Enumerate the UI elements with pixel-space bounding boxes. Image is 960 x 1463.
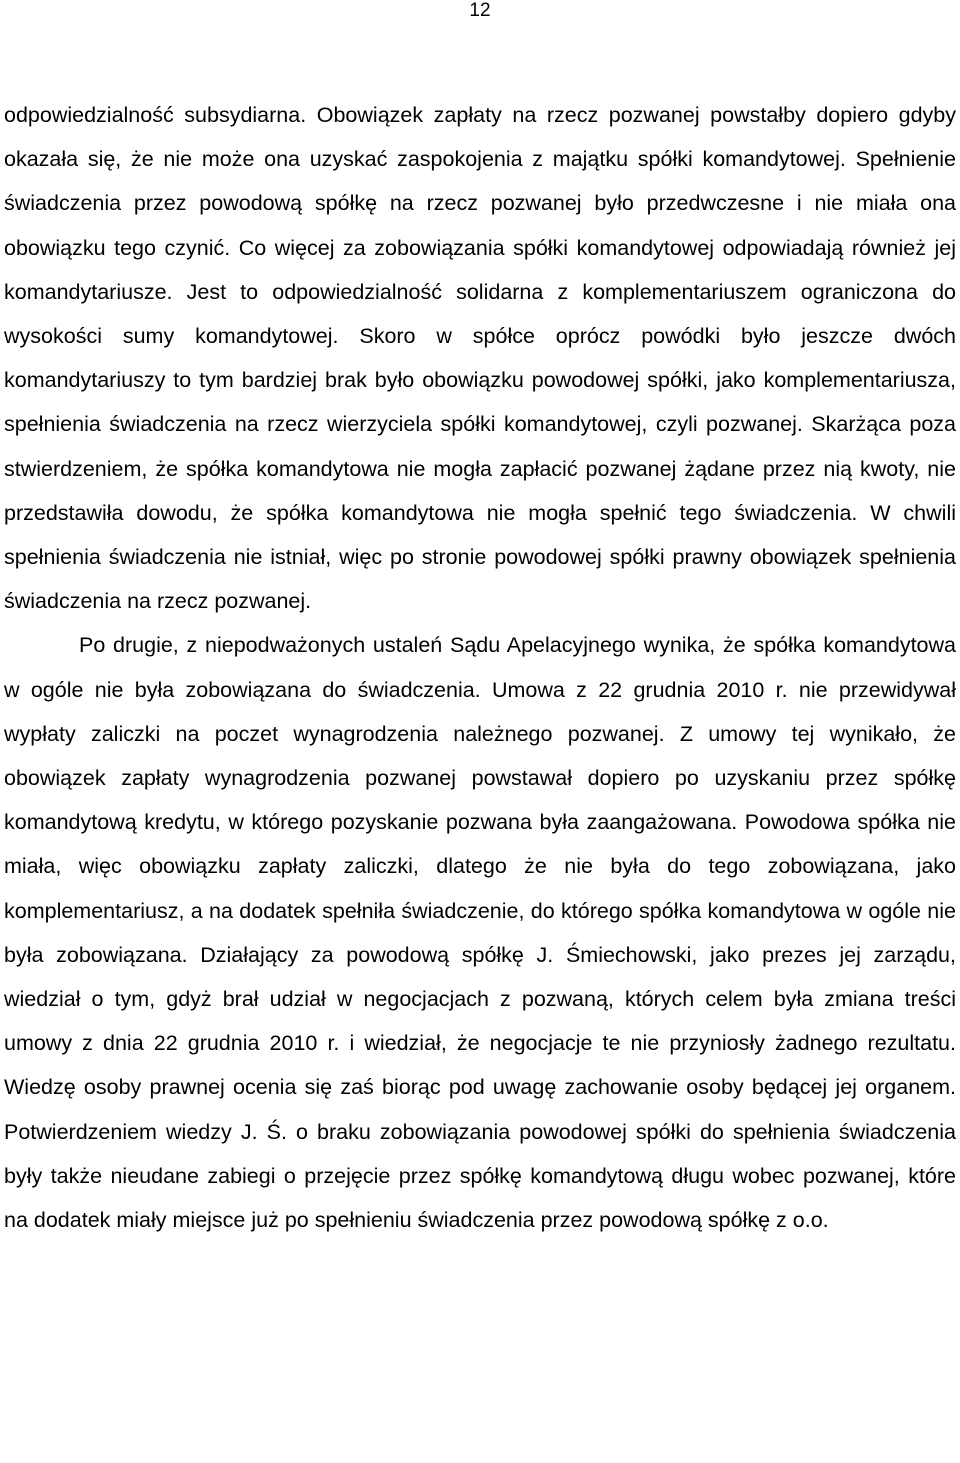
document-body [4, 93, 956, 1242]
paragraph: Po drugie, z niepodważonych ustaleń Sądu Apelacyjnego wynika, że spółka komandytowa w ogóle nie była zobowiązana do świadczenia. Umowa z 22 grudnia 2010 r. nie przewidywał wypłaty zaliczki na poczet wynagrodzenia należnego pozwanej. Z umowy tej wynikało, że obowiązek zapłaty wynagrodzenia pozwanej powstawał dopiero po uzyskaniu przez spółkę komandytową kredytu, w którego pozyskanie pozwana była zaangażowana. Powodowa spółka nie miała, więc obowiązku zapłaty zaliczki, dlatego że nie była do tego zobowiązana, jako komplementariusz, a na dodatek spełniła świadczenie, do którego spółka komandytowa w ogóle nie była zobowiązana. Działający za powodową spółkę J. Śmiechowski, jako prezes jej zarządu, wiedział o tym, gdyż brał udział w negocjacjach z pozwaną, których celem była zmiana treści umowy z dnia 22 grudnia 2010 r. i wiedział, że negocjacje te nie przyniosły żadnego rezultatu. Wiedzę osoby prawnej ocenia się zaś biorąc pod uwagę zachowanie osoby będącej jej organem. Potwierdzeniem wiedzy J. Ś. o braku zobowiązania powodowej spółki do spełnienia świadczenia były także nieudane zabiegi o przejęcie przez spółkę komandytową długu wobec pozwanej, które na dodatek miały miejsce już po spełnieniu świadczenia przez powodową spółkę z o.o. [4, 633, 956, 1233]
paragraph-continued: odpowiedzialność subsydiarna. Obowiązek zapłaty na rzecz pozwanej powstałby dopiero gdyby okazała się, że nie może ona uzyskać zaspokojenia z majątku spółki komandytowej. Spełnienie świadczenia przez powodową spółkę na rzecz pozwanej było przedwczesne i nie miała ona obowiązku tego czynić. Co więcej za zobowiązania spółki komandytowej odpowiadają również jej komandytariusze. Jest to odpowiedzialność solidarna z komplementariuszem ograniczona do wysokości sumy komandytowej. Skoro w spółce oprócz powódki było jeszcze dwóch komandytariuszy to tym bardziej brak było obowiązku powodowej spółki, jako komplementariusza, spełnienia świadczenia na rzecz wierzyciela spółki komandytowej, czyli pozwanej. Skarżąca poza stwierdzeniem, że spółka komandytowa nie mogła zapłacić pozwanej żądane przez nią kwoty, nie przedstawiła dowodu, że spółka komandytowa nie mogła spełnić tego świadczenia. W chwili spełnienia świadczenia nie istniał, więc po stronie powodowej spółki prawny obowiązek spełnienia świadczenia na rzecz pozwanej. [4, 103, 956, 614]
page-number: 12 [469, 0, 491, 21]
